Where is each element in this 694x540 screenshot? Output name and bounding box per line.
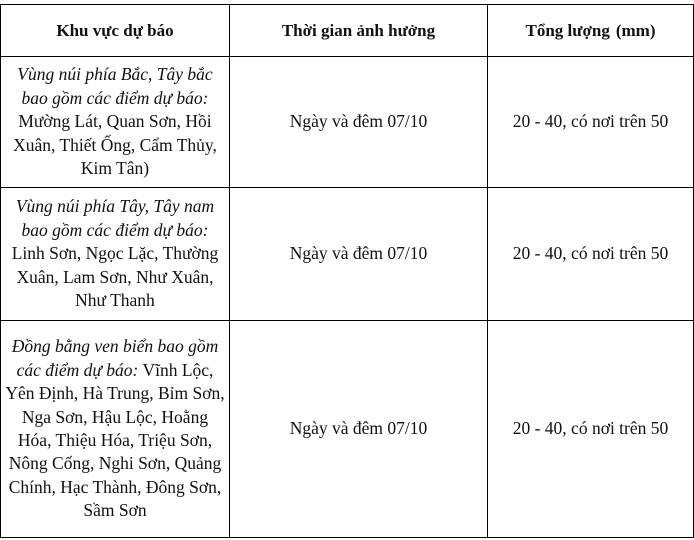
table-header-row xyxy=(1,5,694,57)
header-region xyxy=(1,5,230,57)
header-total xyxy=(488,5,694,57)
header-total-label: Tổng lượng xyxy=(525,20,610,40)
region-intro: Đồng bằng ven biển bao gồm các điểm dự báo: xyxy=(11,336,219,380)
time-cell xyxy=(230,57,488,188)
table-row xyxy=(1,57,694,188)
total-cell xyxy=(488,188,694,321)
header-region-label: Khu vực dự báo xyxy=(56,20,174,40)
region-cell xyxy=(1,321,230,538)
total-value: 20 - 40, có nơi trên 50 xyxy=(512,243,669,264)
table-row xyxy=(1,321,694,538)
region-cell xyxy=(1,188,230,321)
header-time-label: Thời gian ảnh hưởng xyxy=(281,20,436,40)
total-cell xyxy=(488,57,694,188)
total-value: 20 - 40, có nơi trên 50 xyxy=(512,111,669,132)
region-places: Mường Lát, Quan Sơn, Hồi Xuân, Thiết Ống, Cẩm Thủy, Kim Tân) xyxy=(13,111,217,179)
region-intro: Vùng núi phía Tây, Tây nam bao gồm các điểm dự báo: xyxy=(15,196,215,240)
time-value: Ngày và đêm 07/10 xyxy=(289,418,428,439)
region-intro: Vùng núi phía Bắc, Tây bắc bao gồm các điểm dự báo: xyxy=(17,64,213,108)
rainfall-forecast-table xyxy=(0,4,694,538)
region-places: Linh Sơn, Ngọc Lặc, Thường Xuân, Lam Sơn, Như Xuân, Như Thanh xyxy=(11,243,219,311)
header-total-unit: (mm) xyxy=(615,20,656,40)
time-cell xyxy=(230,321,488,538)
region-cell xyxy=(1,57,230,188)
table-row xyxy=(1,188,694,321)
time-value: Ngày và đêm 07/10 xyxy=(289,243,428,264)
time-value: Ngày và đêm 07/10 xyxy=(289,111,428,132)
total-cell xyxy=(488,321,694,538)
header-time xyxy=(230,5,488,57)
total-value: 20 - 40, có nơi trên 50 xyxy=(512,418,669,439)
time-cell xyxy=(230,188,488,321)
region-places: Vĩnh Lộc, Yên Định, Hà Trung, Bỉm Sơn, Nga Sơn, Hậu Lộc, Hoằng Hóa, Thiệu Hóa, Triệu Sơn, Nông Cống, Nghi Sơn, Quảng Chính, Hạc Thành, Đông Sơn, Sầm Sơn xyxy=(5,359,225,521)
